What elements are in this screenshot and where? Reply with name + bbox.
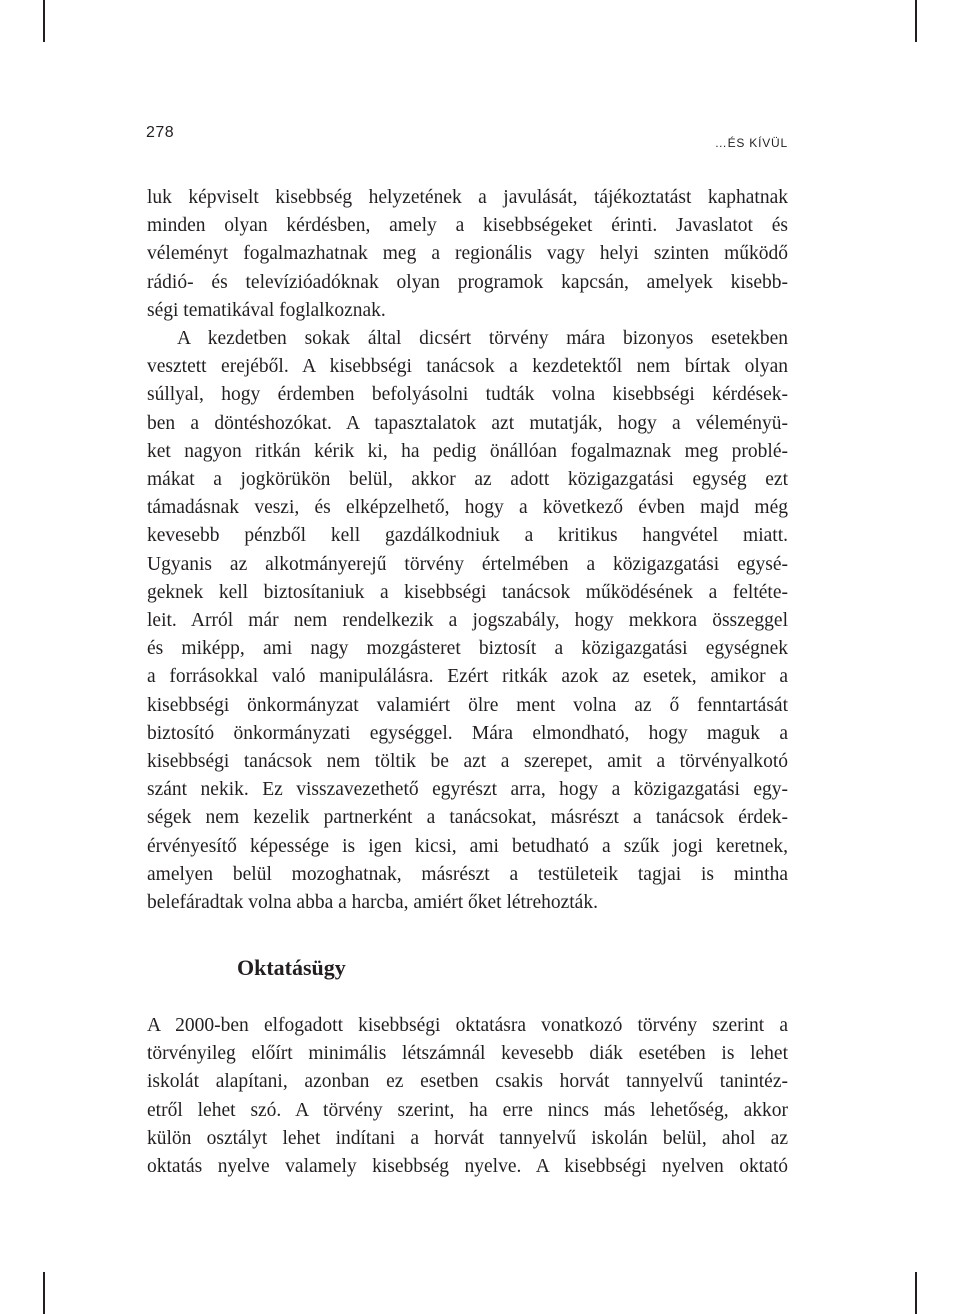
text-line: vesztett erejéből. A kisebbségi tanácsok a kezdetektől nem bírtak olyan (147, 356, 788, 378)
text-line: és miképp, ami nagy mozgásteret biztosít a közigazgatási egységnek (147, 638, 788, 660)
text-line: véleményt fogalmazhatnak meg a regionális vagy helyi szinten működő (147, 243, 788, 265)
text-line: belefáradtak volna abba a harcba, amiért őket létrehozták. (147, 892, 598, 914)
text-line: ségi tematikával foglalkoznak. (147, 299, 386, 321)
text-line: szánt nekik. Ez visszavezethető egyrészt arra, hogy a közigazgatási egy- (147, 779, 788, 801)
text-line: a forrásokkal való manipulálásra. Ezért ritkák azok az esetek, amikor a (147, 666, 788, 688)
text-line: ben a döntéshozókat. A tapasztalatok azt mutatják, hogy a véleményü- (147, 412, 788, 434)
text-line: oktatás nyelve valamely kisebbség nyelve. A kisebbségi nyelven oktató (147, 1156, 788, 1178)
text-line: törvényileg előírt minimális létszámnál kevesebb diák esetében is lehet (147, 1043, 788, 1065)
text-line: mákat a jogkörükön belül, akkor az adott közigazgatási egység ezt (147, 469, 788, 491)
text-line: etről lehet szó. A törvény szerint, ha erre nincs más lehetőség, akkor (147, 1099, 788, 1121)
body-text-lower (147, 1012, 788, 1181)
text-line: leit. Arról már nem rendelkezik a jogszabály, hogy mekkora összeggel (147, 610, 788, 632)
text-line: A 2000-ben elfogadott kisebbségi oktatásra vonatkozó törvény szerint a (147, 1015, 788, 1036)
crop-mark-bottom-left (43, 1272, 45, 1314)
text-line: iskolát alapítani, azonban ez esetben csakis horvát tannyelvű tanintéz- (147, 1071, 788, 1093)
text-line: rádió- és televízióadóknak olyan programok kapcsán, amelyek kisebb- (147, 271, 788, 293)
text-line: Ugyanis az alkotmányerejű törvény értelmében a közigazgatási egysé- (147, 553, 788, 575)
body-text-upper (147, 184, 788, 917)
crop-mark-top-right (915, 0, 917, 42)
text-line: külön osztályt lehet indítani a horvát tannyelvű iskolán belül, ahol az (147, 1127, 788, 1149)
section-heading: Oktatásügy (237, 955, 346, 980)
crop-mark-top-left (43, 0, 45, 42)
text-line: súllyal, hogy érdemben befolyásolni tudták volna kisebbségi kérdések- (147, 384, 788, 406)
text-line: ket nagyon ritkán kérik ki, ha pedig önállóan fogalmaznak meg problé- (147, 440, 788, 462)
text-line: luk képviselt kisebbség helyzetének a javulását, tájékoztatást kaphatnak (147, 187, 788, 208)
page-number: 278 (146, 124, 175, 141)
text-line: támadásnak veszi, és elképzelhető, hogy a következő évben majd még (147, 497, 788, 519)
text-line: biztosító önkormányzati egységgel. Mára elmondható, hogy maguk a (147, 722, 788, 744)
text-line: ségek nem kezelik partnerként a tanácsokat, másrészt a tanácsok érdek- (147, 807, 788, 829)
crop-mark-bottom-right (915, 1272, 917, 1314)
text-line: amelyen belül mozoghatnak, másrészt a testületeik tagjai is mintha (147, 863, 788, 885)
text-line: kevesebb pénzből kell gazdálkodniuk a kritikus hangvétel miatt. (147, 525, 788, 547)
text-line: érvényesítő képessége is igen kicsi, ami betudható a szűk jogi keretnek, (147, 835, 788, 857)
text-line: geknek kell biztosítaniuk a kisebbségi tanácsok működésének a feltéte- (147, 581, 788, 603)
text-line: kisebbségi tanácsok nem töltik be azt a szerepet, amit a törvényalkotó (147, 751, 788, 773)
running-head: …ÉS KÍVÜL (714, 136, 788, 150)
text-line: A kezdetben sokak által dicsért törvény mára bizonyos esetekben (177, 328, 788, 350)
text-line: kisebbségi önkormányzat valamiért ölre ment volna az ő fenntartását (147, 694, 788, 716)
text-line: minden olyan kérdésben, amely a kisebbségeket érinti. Javaslatot és (147, 215, 788, 237)
